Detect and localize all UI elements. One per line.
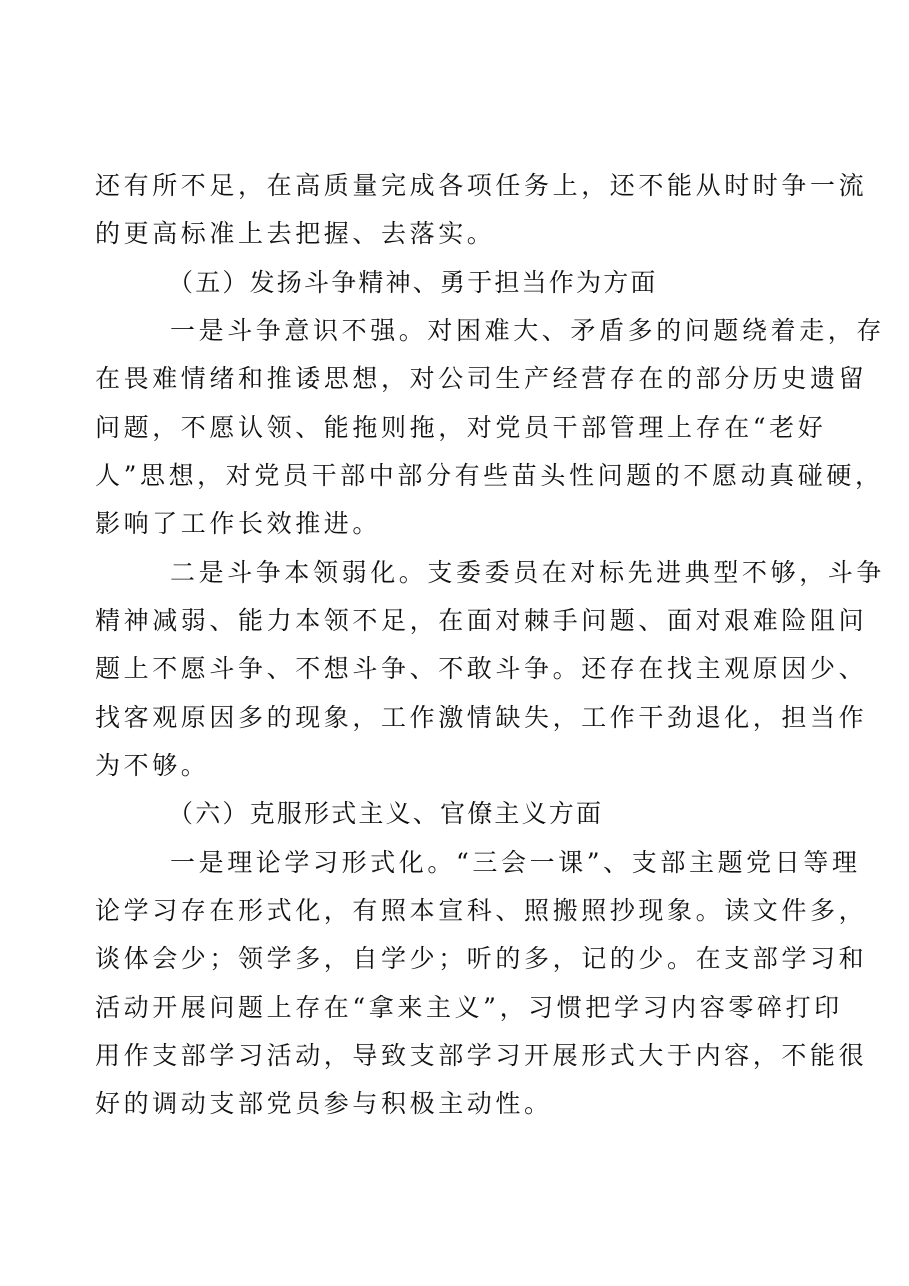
section-heading-5: （五）发扬斗争精神、勇于担当作为方面	[168, 268, 658, 297]
section-heading-6: （六）克服形式主义、官僚主义方面	[168, 799, 604, 828]
text-line: 好的调动支部党员参与积极主动性。	[95, 1089, 553, 1118]
text-line: 二是斗争本领弱化。支委委员在对标先进典型不够，斗争	[170, 558, 886, 587]
text-line: 谈体会少；领学多，自学少；听的多，记的少。在支部学习和	[95, 944, 868, 973]
text-line: 一是斗争意识不强。对困难大、矛盾多的问题绕着走，存	[170, 316, 886, 345]
text-line: 精神减弱、能力本领不足，在面对棘手问题、面对艰难险阻问	[95, 606, 868, 635]
text-line: 论学习存在形式化，有照本宣科、照搬照抄现象。读文件多，	[95, 896, 868, 925]
text-line: 一是理论学习形式化。“三会一课”、支部主题党日等理	[170, 848, 861, 877]
text-line: 活动开展问题上存在“拿来主义”，习惯把学习内容零碎打印	[95, 993, 843, 1022]
text-line: 问题，不愿认领、能拖则拖，对党员干部管理上存在“老好	[95, 413, 827, 442]
text-line: 题上不愿斗争、不想斗争、不敢斗争。还存在找主观原因少、	[95, 654, 868, 683]
text-line: 还有所不足，在高质量完成各项任务上，还不能从时时争一流	[95, 171, 868, 200]
text-line: 找客观原因多的现象，工作激情缺失，工作干劲退化，担当作	[95, 703, 868, 732]
text-line: 在畏难情绪和推诿思想，对公司生产经营存在的部分历史遗留	[95, 364, 868, 393]
text-line: 用作支部学习活动，导致支部学习开展形式大于内容，不能很	[95, 1041, 868, 1070]
text-line: 人”思想，对党员干部中部分有些苗头性问题的不愿动真碰硬，	[95, 461, 884, 490]
text-line: 为不够。	[95, 751, 210, 780]
text-line: 的更高标准上去把握、去落实。	[95, 219, 496, 248]
text-line: 影响了工作长效推进。	[95, 509, 382, 538]
